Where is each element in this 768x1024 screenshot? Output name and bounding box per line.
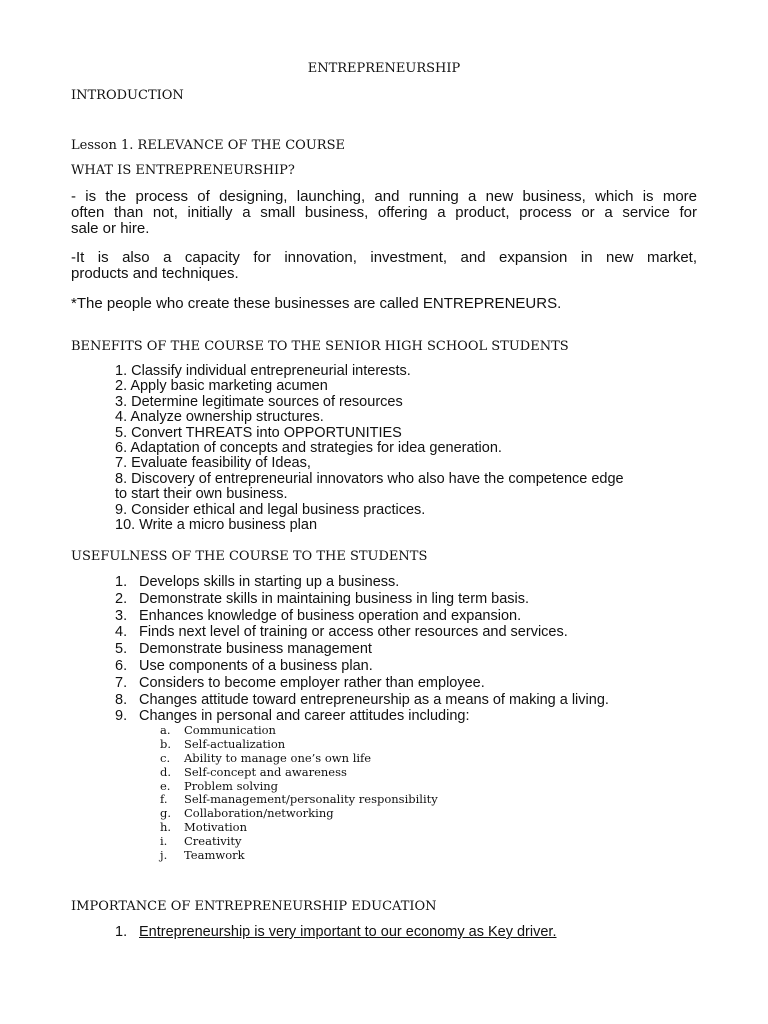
benefits-item: 10. Write a micro business plan xyxy=(115,517,318,534)
usefulness-item xyxy=(115,608,609,625)
capacity-line-2: products and techniques. xyxy=(71,265,239,282)
attitude-text: Teamwork xyxy=(184,848,245,863)
usefulness-text: Use components of a business plan. xyxy=(139,657,373,674)
usefulness-text: Finds next level of training or access other resources and services. xyxy=(139,624,568,641)
attitude-item xyxy=(160,849,438,863)
attitude-text: Communication xyxy=(184,723,276,737)
attitude-letter: h. xyxy=(160,820,172,835)
benefits-item: 9. Consider ethical and legal business practices. xyxy=(115,501,426,518)
usefulness-item xyxy=(115,574,609,591)
usefulness-number: 6. xyxy=(115,657,128,674)
attitude-item xyxy=(160,835,438,849)
benefits-item: 7. Evaluate feasibility of Ideas, xyxy=(115,455,311,472)
attitude-text: Collaboration/networking xyxy=(184,806,334,821)
attitude-item xyxy=(160,821,438,835)
attitude-letter: j. xyxy=(160,848,168,863)
attitude-text: Problem solving xyxy=(184,778,279,793)
usefulness-text: Changes attitude toward entrepreneurship as a means of making a living. xyxy=(139,691,609,708)
attitude-text: Creativity xyxy=(184,834,242,849)
usefulness-item xyxy=(115,675,609,692)
importance-list xyxy=(115,924,556,940)
attitude-item xyxy=(160,780,438,794)
benefits-item: 4. Analyze ownership structures. xyxy=(115,409,324,426)
usefulness-number: 7. xyxy=(115,674,128,691)
usefulness-text: Demonstrate skills in maintaining business in ling term basis. xyxy=(139,590,530,607)
attitude-text: Self-concept and awareness xyxy=(184,764,347,779)
attitude-letter: e. xyxy=(160,778,171,793)
attitude-letter: i. xyxy=(160,834,168,849)
attitude-letter: d. xyxy=(160,764,172,779)
attitude-text: Ability to manage one’s own life xyxy=(184,750,372,765)
importance-heading: IMPORTANCE OF ENTREPRENEURSHIP EDUCATION xyxy=(71,899,437,914)
benefits-item: 8. Discovery of entrepreneurial innovators who also have the competence edge xyxy=(115,470,624,487)
capacity-line-1: -It is also a capacity for innovation, investment, and expansion in new market, xyxy=(71,249,697,266)
attitude-item xyxy=(160,766,438,780)
benefits-item: 3. Determine legitimate sources of resources xyxy=(115,393,403,410)
attitude-letter: a. xyxy=(160,723,171,737)
usefulness-text: Develops skills in starting up a business. xyxy=(139,574,400,590)
usefulness-list xyxy=(115,574,609,725)
usefulness-number: 9. xyxy=(115,708,128,725)
entrepreneurs-note xyxy=(71,296,697,312)
benefits-heading: BENEFITS OF THE COURSE TO THE SENIOR HIGH SCHOOL STUDENTS xyxy=(71,339,569,354)
usefulness-number: 3. xyxy=(115,607,128,624)
attitude-text: Self-actualization xyxy=(184,736,286,751)
usefulness-number: 4. xyxy=(115,624,128,641)
usefulness-item xyxy=(115,641,609,658)
usefulness-item xyxy=(115,658,609,675)
attitude-letter: g. xyxy=(160,806,172,821)
attitude-text: Self-management/personality responsibility xyxy=(184,792,438,807)
usefulness-item xyxy=(115,692,609,709)
attitude-item xyxy=(160,793,438,807)
definition-line-2: often than not, initially a small business, offering a product, process or a service for xyxy=(71,204,697,221)
attitude-letter: c. xyxy=(160,750,171,765)
usefulness-item xyxy=(115,591,609,608)
usefulness-number: 2. xyxy=(115,590,128,607)
usefulness-number: 8. xyxy=(115,691,128,708)
lesson-heading: Lesson 1. RELEVANCE OF THE COURSE xyxy=(71,138,345,153)
importance-number: 1. xyxy=(115,924,128,940)
benefits-item: 5. Convert THREATS into OPPORTUNITIES xyxy=(115,424,402,441)
introduction-heading: INTRODUCTION xyxy=(71,88,184,103)
benefits-item: 2. Apply basic marketing acumen xyxy=(115,378,328,395)
attitudes-sublist xyxy=(160,724,438,863)
capacity-paragraph xyxy=(71,250,697,282)
what-is-heading: WHAT IS ENTREPRENEURSHIP? xyxy=(71,163,295,178)
attitude-item xyxy=(160,807,438,821)
definition-line-1: - is the process of designing, launching, and running a new business, which is more xyxy=(71,188,697,205)
benefits-item: 6. Adaptation of concepts and strategies for idea generation. xyxy=(115,440,502,457)
usefulness-text: Considers to become employer rather than employee. xyxy=(139,674,485,691)
definition-paragraph xyxy=(71,189,697,237)
benefits-item: to start their own business. xyxy=(115,486,288,503)
benefits-list xyxy=(115,364,624,533)
usefulness-text: Enhances knowledge of business operation and expansion. xyxy=(139,607,522,624)
definition-line-3: sale or hire. xyxy=(71,220,150,237)
attitude-letter: f. xyxy=(160,792,168,807)
usefulness-text: Demonstrate business management xyxy=(139,641,372,658)
attitude-letter: b. xyxy=(160,736,172,751)
usefulness-heading: USEFULNESS OF THE COURSE TO THE STUDENTS xyxy=(71,549,428,564)
usefulness-number: 5. xyxy=(115,641,128,658)
attitude-text: Motivation xyxy=(184,820,247,835)
document-title: ENTREPRENEURSHIP xyxy=(307,61,461,76)
attitude-item xyxy=(160,752,438,766)
entrepreneurs-note-text: *The people who create these businesses are called ENTREPRENEURS. xyxy=(71,295,562,312)
usefulness-text: Changes in personal and career attitudes including: xyxy=(139,708,470,725)
importance-text: Entrepreneurship is very important to our economy as Key driver. xyxy=(139,924,557,940)
attitude-item xyxy=(160,724,438,738)
benefits-item: 1. Classify individual entrepreneurial interests. xyxy=(115,363,411,379)
attitude-item xyxy=(160,738,438,752)
usefulness-number: 1. xyxy=(115,574,128,590)
usefulness-item xyxy=(115,624,609,641)
